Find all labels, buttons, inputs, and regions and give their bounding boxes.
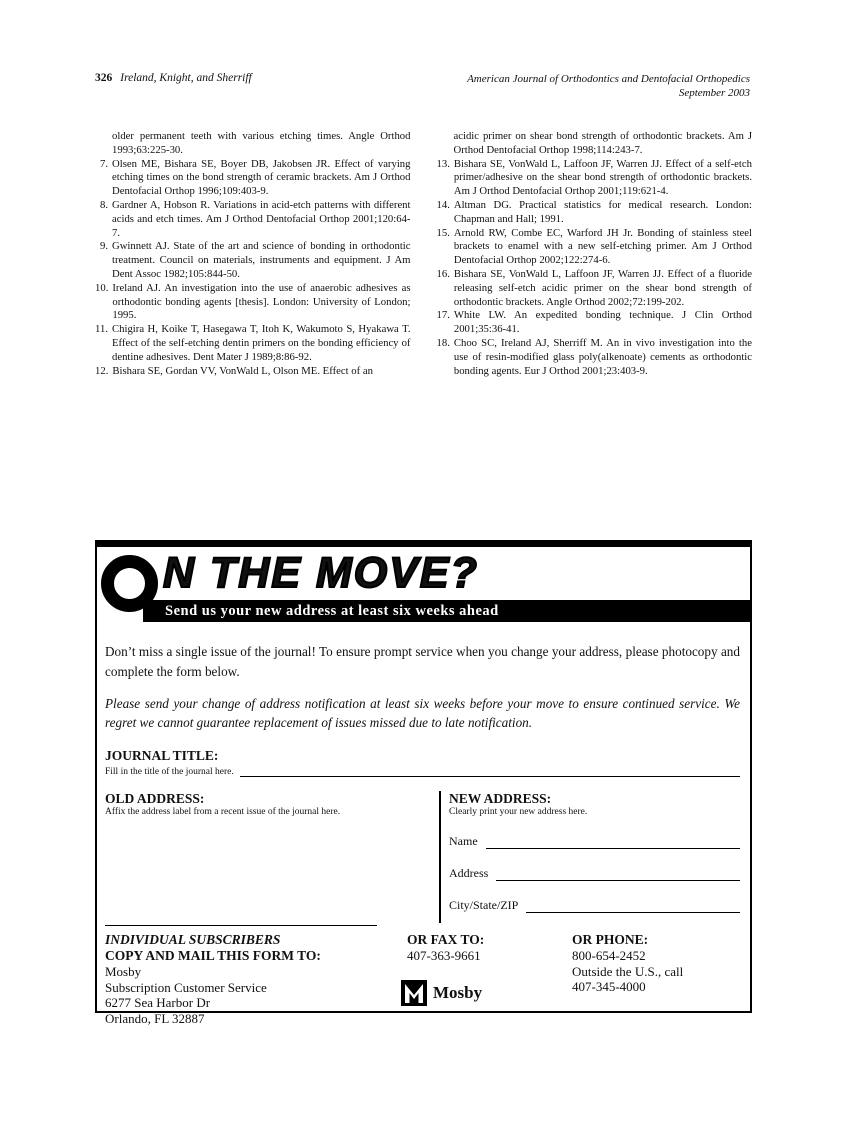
new-address-section: [439, 791, 740, 923]
reference-text: Gardner A, Hobson R. Variations in acid-etch patterns with different acids and etch times. Am J Orthod Dentofacial Orthop 2001;120:64-7.: [112, 198, 411, 239]
reference-item: [437, 268, 753, 309]
reference-text: Olsen ME, Bishara SE, Boyer DB, Jakobsen JR. Effect of varying etching times on the bond strength of ceramic brackets. Am J Orthod Dentofacial Orthop 1996;109:403-9.: [112, 157, 411, 198]
mosby-logo-icon: [401, 980, 427, 1006]
journal-title-row: [105, 765, 740, 777]
references-right-column: [437, 130, 753, 378]
reference-text: White LW. An expedited bonding technique. J Clin Orthod 2001;35:36-41.: [453, 309, 752, 336]
reference-item: [95, 240, 411, 281]
name-field-label: Name: [449, 834, 478, 849]
reference-text: Bishara SE, VonWald L, Laffoon JF, Warren JJ. Effect of a self-etch primer/adhesive on the shear bond strength of orthodontic brackets. Am J Orthod Dentofacial Orthop 2001;119:621-4.: [453, 157, 752, 198]
reference-text: Bishara SE, VonWald L, Laffoon JF, Warren JJ. Effect of a fluoride releasing self-etch acidic primer on the shear bond strength of orthodontic brackets. Angle Orthod 2002;72:199-202.: [453, 267, 752, 308]
journal-name: American Journal of Orthodontics and Dentofacial Orthopedics: [467, 73, 750, 85]
ad-title: N THE MOVE?: [163, 549, 479, 597]
journal-title-blank-line: [240, 765, 740, 777]
new-address-label: NEW ADDRESS:: [449, 791, 552, 807]
reference-text: Bishara SE, Gordan VV, VonWald L, Olson ME. Effect of an: [112, 364, 373, 377]
old-address-hint: Affix the address label from a recent issue of the journal here.: [105, 807, 341, 818]
phone-line: Outside the U.S., call: [572, 963, 684, 979]
fax-column: [407, 932, 572, 1026]
mailing-info-row: [105, 932, 740, 1026]
mosby-logo-text: Mosby: [433, 982, 483, 1002]
mosby-logo: [401, 980, 572, 1006]
references-left-column: [95, 130, 411, 378]
reference-number: 8.: [99, 198, 108, 211]
issue-date: September 2003: [678, 87, 750, 99]
reference-number: 15.: [436, 226, 450, 239]
reference-number: 14.: [436, 198, 450, 211]
reference-item: [95, 323, 411, 364]
reference-item: [437, 337, 753, 378]
big-o-icon: [101, 555, 158, 612]
address-row: [105, 791, 740, 923]
city-state-zip-blank-line: [526, 901, 740, 913]
address-field-row: [449, 866, 740, 881]
mail-address-line: Mosby: [105, 964, 142, 980]
city-state-zip-field-row: [449, 898, 740, 913]
address-blank-line: [496, 869, 740, 881]
reference-number: 16.: [436, 267, 450, 280]
reference-item: [437, 199, 753, 227]
reference-item: [437, 130, 753, 158]
reference-number: 12.: [95, 364, 109, 377]
city-state-zip-field-label: City/State/ZIP: [449, 898, 519, 913]
running-head-left: [95, 72, 252, 84]
reference-number: [95, 130, 112, 158]
mail-address-line: Subscription Customer Service: [105, 979, 267, 995]
reference-number: 11.: [95, 323, 108, 336]
journal-title-label: JOURNAL TITLE:: [105, 748, 219, 764]
reference-item: [437, 227, 753, 268]
reference-text: Arnold RW, Combe EC, Warford JH Jr. Bonding of stainless steel brackets to enamel with a new self-etching primer. Am J Orthod Dentofacial Orthop 2002;122:274-6.: [453, 226, 752, 267]
intro-paragraph: Don’t miss a single issue of the journal! To ensure prompt service when you change your address, please photocopy and complete the form below.: [105, 644, 740, 679]
new-address-hint: Clearly print your new address here.: [449, 807, 588, 818]
reference-number: 7.: [99, 157, 108, 170]
notice-paragraph: Please send your change of address notification at least six weeks before your move to ensure continued service. We regret we cannot guarantee replacement of issues missed due to late notification.: [105, 695, 740, 731]
reference-text: Gwinnett AJ. State of the art and science of bonding in orthodontic treatment. Council on materials, instruments and equipment. J Am Dent Assoc 1982;105:844-50.: [112, 240, 411, 280]
address-field-label: Address: [449, 866, 489, 881]
phone-line: 800-654-2452: [572, 948, 646, 964]
phone-label: OR PHONE:: [572, 932, 649, 948]
reference-item: [95, 199, 411, 240]
reference-text: older permanent teeth with various etching times. Angle Orthod 1993;63:225-30.: [112, 130, 411, 156]
references-section: [95, 130, 752, 378]
mail-address-line: 6277 Sea Harbor Dr: [105, 995, 211, 1011]
reference-item: [95, 282, 411, 323]
reference-number: 18.: [436, 336, 450, 349]
fax-number: 407-363-9661: [407, 948, 481, 964]
ad-top-rule: [95, 540, 752, 547]
fax-label: OR FAX TO:: [407, 932, 485, 948]
journal-title-hint: Fill in the title of the journal here.: [105, 767, 234, 778]
reference-text: Altman DG. Practical statistics for medical research. London: Chapman and Hall; 1991.: [453, 198, 752, 225]
reference-text: Choo SC, Ireland AJ, Sherriff M. An in vivo investigation into the use of resin-modified glass poly(alkenoate) cements as orthodontic bonding agents. Eur J Orthod 2001;23:403-9.: [453, 336, 752, 377]
copy-mail-label: COPY AND MAIL THIS FORM TO:: [105, 948, 321, 964]
phone-line: 407-345-4000: [572, 979, 646, 995]
reference-number: 10.: [95, 281, 109, 294]
reference-item: [95, 158, 411, 199]
reference-item: [95, 365, 411, 379]
ad-box: [95, 547, 752, 1026]
divider-line: [105, 925, 377, 926]
reference-text: Ireland AJ. An investigation into the use of anaerobic adhesives as orthodontic bonding agents [thesis]. London: University of London; 1995.: [112, 281, 411, 322]
reference-item: [437, 309, 753, 337]
mail-to-column: [105, 932, 407, 1026]
authors: Ireland, Knight, and Sherriff: [120, 72, 252, 84]
phone-column: [572, 932, 740, 1026]
reference-number: 13.: [436, 157, 450, 170]
change-of-address-ad: [95, 540, 752, 1026]
reference-number: [437, 130, 454, 158]
reference-text: acidic primer on shear bond strength of orthodontic brackets. Am J Orthod Dentofacial Orthop 1998;114:243-7.: [453, 130, 752, 156]
reference-item: [95, 130, 411, 158]
ad-form-content: [97, 622, 750, 1026]
reference-number: 17.: [436, 309, 450, 322]
name-blank-line: [486, 837, 740, 849]
running-head-right: [467, 72, 750, 100]
ad-banner: Send us your new address at least six weeks ahead: [143, 600, 750, 622]
old-address-label: OLD ADDRESS:: [105, 791, 205, 807]
mail-address-line: Orlando, FL 32887: [105, 1010, 205, 1026]
old-address-section: [105, 791, 439, 923]
reference-number: 9.: [99, 240, 108, 253]
individual-subscribers-label: INDIVIDUAL SUBSCRIBERS: [105, 932, 281, 948]
page-number: 326: [95, 72, 113, 84]
reference-text: Chigira H, Koike T, Hasegawa T, Itoh K, Wakumoto S, Hyakawa T. Effect of the self-etching dentin primers on the bonding efficiency of dentine adhesives. Dent Mater J 1989;8:86-92.: [112, 323, 411, 363]
name-field-row: [449, 834, 740, 849]
reference-item: [437, 158, 753, 199]
